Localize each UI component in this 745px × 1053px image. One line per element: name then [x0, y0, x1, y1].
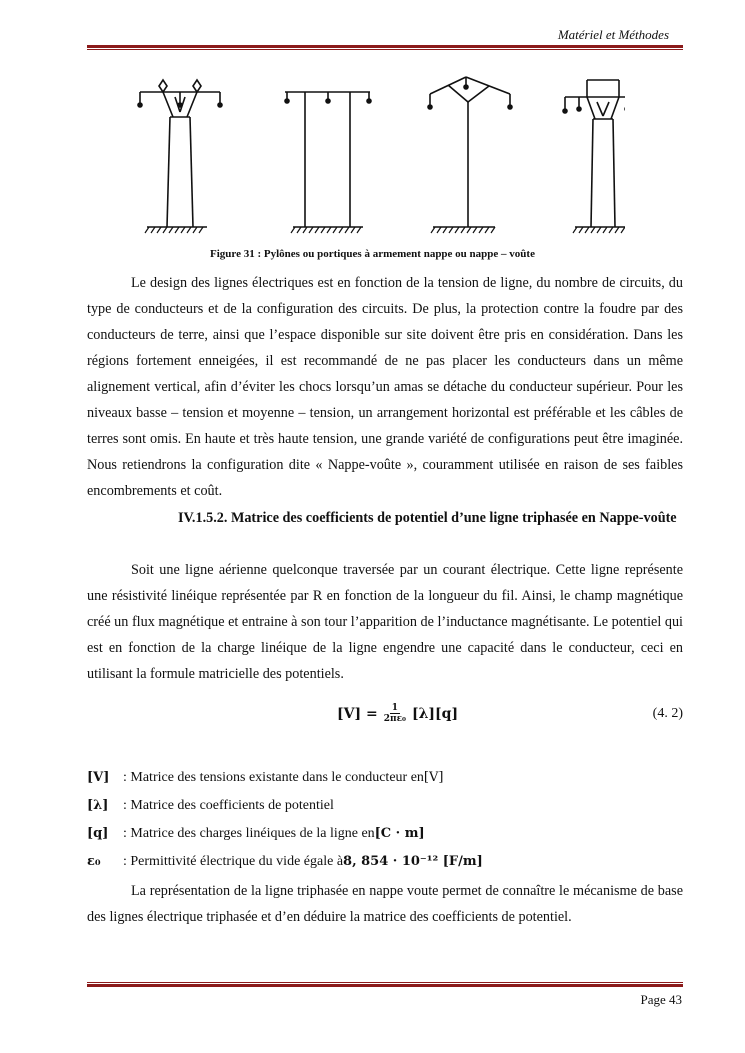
- equation-lhs: [V] =: [337, 705, 378, 722]
- paragraph-conclusion: La représentation de la ligne triphasée en nappe voute permet de connaître le mécanisme de base des lignes électrique triphasée et d’en déduire la matrice des coefficients de potentiel.: [87, 883, 683, 925]
- definition-text: : Matrice des coefficients de potentiel: [123, 798, 334, 813]
- pylon-2: [285, 92, 371, 233]
- section-heading: IV.1.5.2. Matrice des coefficients de potentiel d’une ligne triphasée en Nappe-voûte: [178, 510, 677, 526]
- paragraph-line: Soit une ligne aérienne quelconque traversée par un courant électrique. Cette ligne représente une résistivité linéique représentée par R en fonction de la longueur du fil. Ainsi, le champ magnétique créé un flux magnétique et entraine à son tour l’apparition de l’inductance magnétisante. Le potentiel qui est en fonction de la charge linéique de la ligne engendre une capacité dans le conducteur, ceci en utilisant la formule matricielle des potentiels.: [87, 562, 683, 682]
- definition-v: [87, 770, 443, 786]
- definition-unit: [C · m]: [374, 826, 425, 841]
- equation-number: (4. 2): [652, 706, 683, 721]
- pylon-4: [563, 80, 625, 233]
- definition-text: : Matrice des charges linéiques de la ligne en: [123, 826, 375, 841]
- fraction-denominator: 2πε₀: [383, 714, 406, 724]
- potential-equation: [337, 703, 458, 724]
- figure-caption: Figure 31 : Pylônes ou portiques à armement nappe ou nappe – voûte: [210, 248, 535, 260]
- header-rule: [87, 45, 683, 50]
- running-header: Matériel et Méthodes: [557, 27, 669, 42]
- definition-symbol: [V]: [87, 770, 110, 785]
- pylon-3: [428, 77, 512, 233]
- pylon-1: [138, 80, 222, 233]
- footer-rule: [87, 982, 683, 987]
- definition-text: : Permittivité électrique du vide égale à: [123, 854, 344, 869]
- paragraph-design: Le design des lignes électriques est en fonction de la tension de ligne, du nombre de circuits, du type de conducteurs et de la configuration des circuits. De plus, la protection contre la foudre par des conducteurs de terre, ainsi que l’espace disponible sur site doivent être pris en considération. Dans les régions fortement enneigées, il est recommandé de ne pas placer les conducteurs dans un même alignement vertical, afin d’éviter les chocs lorsqu’un amas se détache du conducteur supérieur. Pour les niveaux basse – tension et moyenne – tension, un arrangement horizontal est préférable et les câbles de terres sont omis. En haute et très haute tension, une grande variété de configurations peut être imaginée. Nous retiendrons la configuration dite « Nappe-voûte », couramment utilisée en raison de ses faibles encombrements et coût.: [87, 275, 683, 499]
- definition-text: : Matrice des tensions existante dans le conducteur en: [123, 770, 424, 785]
- page-number: Page 43: [640, 992, 682, 1007]
- definition-q: [87, 826, 425, 842]
- definition-unit: 8, 854 · 10⁻¹² [F/m]: [343, 854, 483, 869]
- fraction-numerator: 1: [391, 703, 398, 713]
- definition-lambda: [87, 798, 334, 814]
- definition-unit: [V]: [423, 770, 444, 785]
- pylon-figure: [125, 72, 625, 242]
- definition-symbol: [λ]: [87, 798, 109, 813]
- definition-symbol: [q]: [87, 826, 109, 841]
- definition-symbol: ε₀: [87, 854, 101, 869]
- equation-rhs: [λ][q]: [411, 705, 459, 722]
- equation-fraction: [384, 703, 406, 724]
- definition-epsilon: [87, 854, 483, 870]
